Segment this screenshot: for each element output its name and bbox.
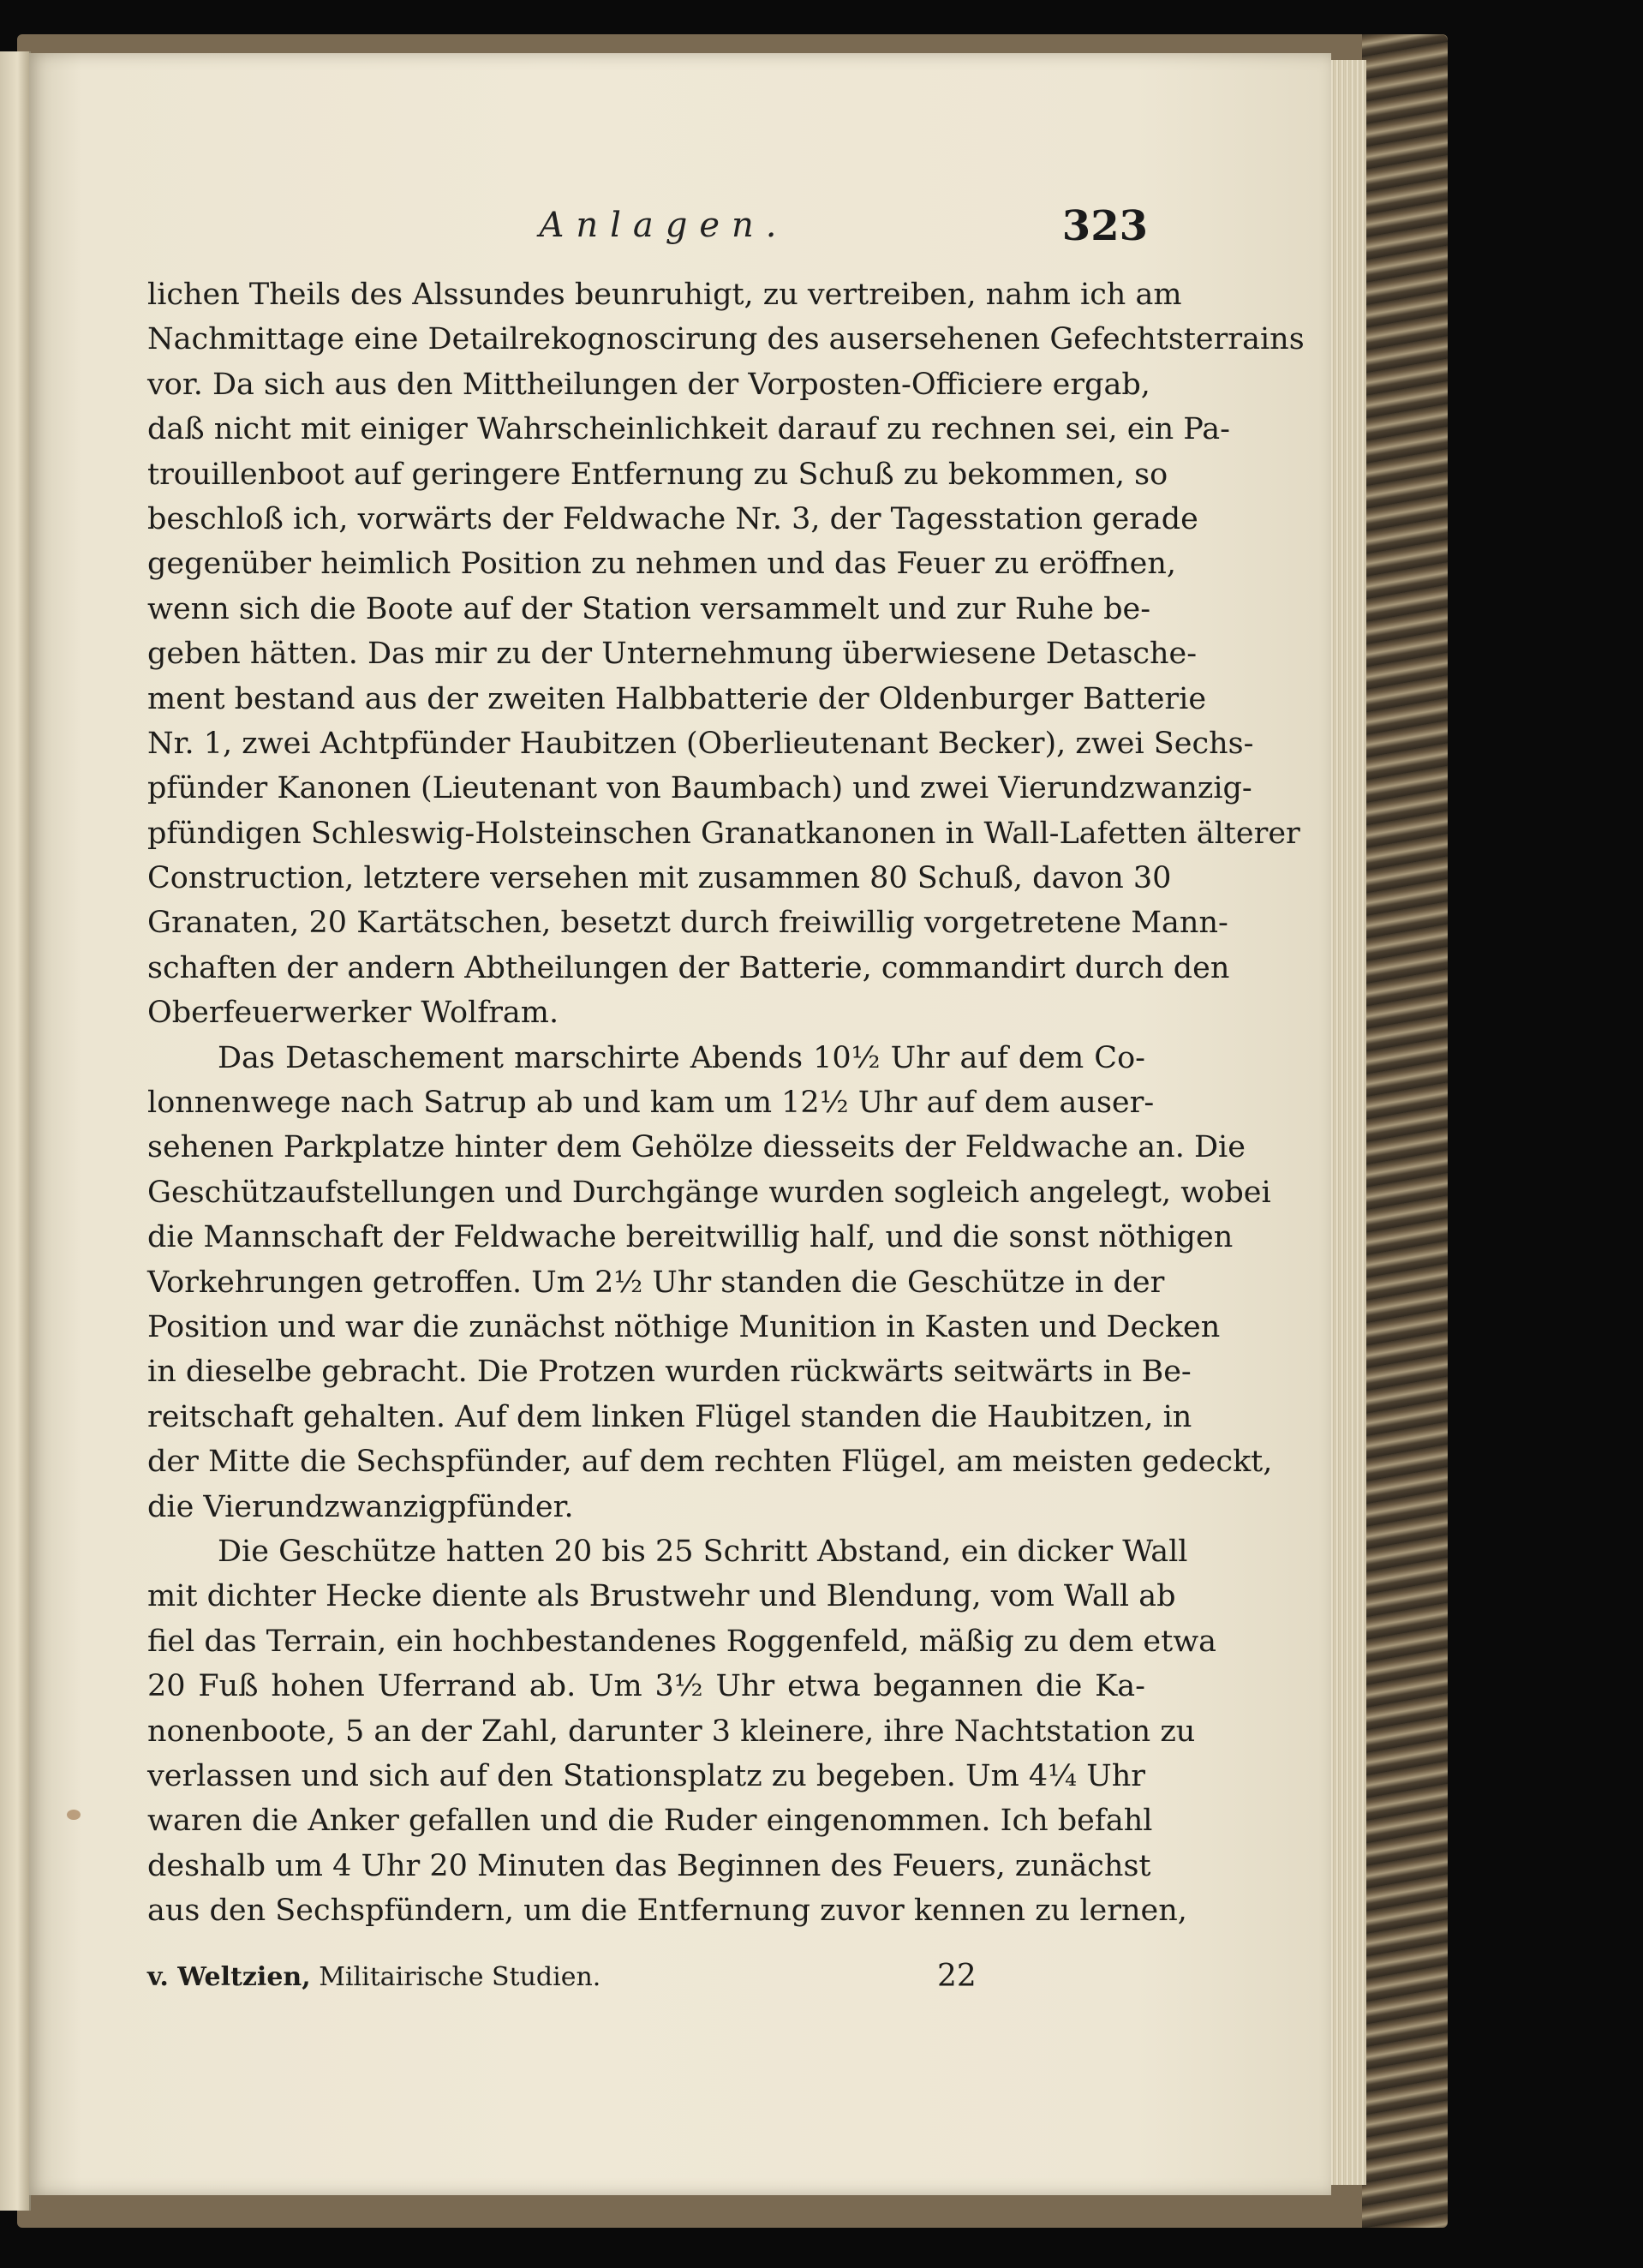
text-line: deshalb um 4 Uhr 20 Minuten das Beginnen des Feuers, zunächst	[147, 1848, 1151, 1883]
text-line: nonenboote, 5 an der Zahl, darunter 3 kleinere, ihre Nachtstation zu	[147, 1714, 1196, 1749]
text-line: Construction, letztere versehen mit zusammen 80 Schuß, davon 30	[147, 861, 1172, 896]
text-line: sehenen Parkplatze hinter dem Gehölze diesseits der Feldwache an. Die	[147, 1130, 1246, 1165]
paper-stain	[67, 1810, 81, 1820]
text-line: mit dichter Hecke diente als Brustwehr und Blendung, vom Wall ab	[147, 1579, 1176, 1614]
text-line: geben hätten. Das mir zu der Unternehmung überwiesene Detasche-	[147, 637, 1198, 672]
text-line: schaften der andern Abtheilungen der Batterie, commandirt durch den	[147, 950, 1230, 985]
text-line: beschloß ich, vorwärts der Feldwache Nr. 3, der Tagesstation gerade	[147, 501, 1198, 536]
text-line: pfünder Kanonen (Lieutenant von Baumbach) und zwei Vierundzwanzig-	[147, 771, 1252, 806]
text-line: 20 Fuß hohen Uferrand ab. Um 3½ Uhr etwa begannen die Ka-	[147, 1669, 1145, 1704]
text-line: Die Geschütze hatten 20 bis 25 Schritt Abstand, ein dicker Wall	[218, 1534, 1188, 1569]
text-line: aus den Sechspfündern, um die Entfernung zuvor kennen zu lernen,	[147, 1894, 1187, 1929]
text-line: lichen Theils des Alssundes beunruhigt, zu vertreiben, nahm ich am	[147, 278, 1182, 312]
text-line: Granaten, 20 Kartätschen, besetzt durch freiwillig vorgetretene Mann-	[147, 906, 1228, 941]
text-line: fiel das Terrain, ein hochbestandenes Roggenfeld, mäßig zu dem etwa	[147, 1624, 1217, 1659]
text-line: Oberfeuerwerker Wolfram.	[147, 996, 559, 1031]
text-line: der Mitte die Sechspfünder, auf dem rechten Flügel, am meisten gedeckt,	[147, 1445, 1273, 1480]
page-footer	[147, 1959, 1145, 2005]
signature-mark: 22	[937, 1959, 977, 1994]
text-line: Vorkehrungen getroffen. Um 2½ Uhr standen die Geschütze in der	[147, 1265, 1165, 1300]
text-line: wenn sich die Boote auf der Station versammelt und zur Ruhe be-	[147, 591, 1151, 626]
text-line: vor. Da sich aus den Mittheilungen der Vorposten-Officiere ergab,	[147, 367, 1150, 402]
text-line: Nachmittage eine Detailrekognoscirung des ausersehenen Gefechtsterrains	[147, 322, 1305, 357]
page-number: 323	[1061, 202, 1148, 250]
text-body	[147, 272, 1305, 1933]
text-line: reitschaft gehalten. Auf dem linken Flügel standen die Haubitzen, in	[147, 1399, 1192, 1434]
text-line: trouillenboot auf geringere Entfernung zu Schuß zu bekommen, so	[147, 457, 1168, 492]
page-header	[180, 171, 1148, 266]
text-line: Nr. 1, zwei Achtpfünder Haubitzen (Oberlieutenant Becker), zwei Sechs-	[147, 726, 1254, 761]
footer-author: v. Weltzien,	[147, 1962, 311, 1992]
text-line: Das Detaschement marschirte Abends 10½ Uhr auf dem Co-	[218, 1040, 1145, 1075]
text-line: Position und war die zunächst nöthige Munition in Kasten und Decken	[147, 1309, 1221, 1344]
marbled-edge	[1362, 34, 1448, 2228]
facing-page-edge	[0, 51, 31, 2211]
text-line: daß nicht mit einiger Wahrscheinlichkeit darauf zu rechnen sei, ein Pa-	[147, 412, 1230, 447]
text-line: ment bestand aus der zweiten Halbbatterie der Oldenburger Batterie	[147, 681, 1207, 716]
footer-book-title: Militairische Studien.	[319, 1962, 601, 1992]
footer-signature	[147, 1962, 600, 1992]
text-line: pfündigen Schleswig-Holsteinschen Granatkanonen in Wall-Lafetten älterer	[147, 816, 1300, 851]
text-line: Geschützaufstellungen und Durchgänge wurden sogleich angelegt, wobei	[147, 1175, 1271, 1210]
text-line: verlassen und sich auf den Stationsplatz zu begeben. Um 4¼ Uhr	[147, 1758, 1145, 1793]
text-line: die Mannschaft der Feldwache bereitwillig half, und die sonst nöthigen	[147, 1220, 1234, 1255]
text-line: in dieselbe gebracht. Die Protzen wurden rückwärts seitwärts in Be-	[147, 1355, 1192, 1390]
text-line: waren die Anker gefallen und die Ruder eingenommen. Ich befahl	[147, 1804, 1153, 1839]
text-line: die Vierundzwanzigpfünder.	[147, 1489, 574, 1524]
running-title: Anlagen.	[539, 206, 789, 245]
text-line: gegenüber heimlich Position zu nehmen und das Feuer zu eröffnen,	[147, 547, 1176, 582]
text-line: lonnenwege nach Satrup ab und kam um 12½ Uhr auf dem auser-	[147, 1086, 1155, 1121]
